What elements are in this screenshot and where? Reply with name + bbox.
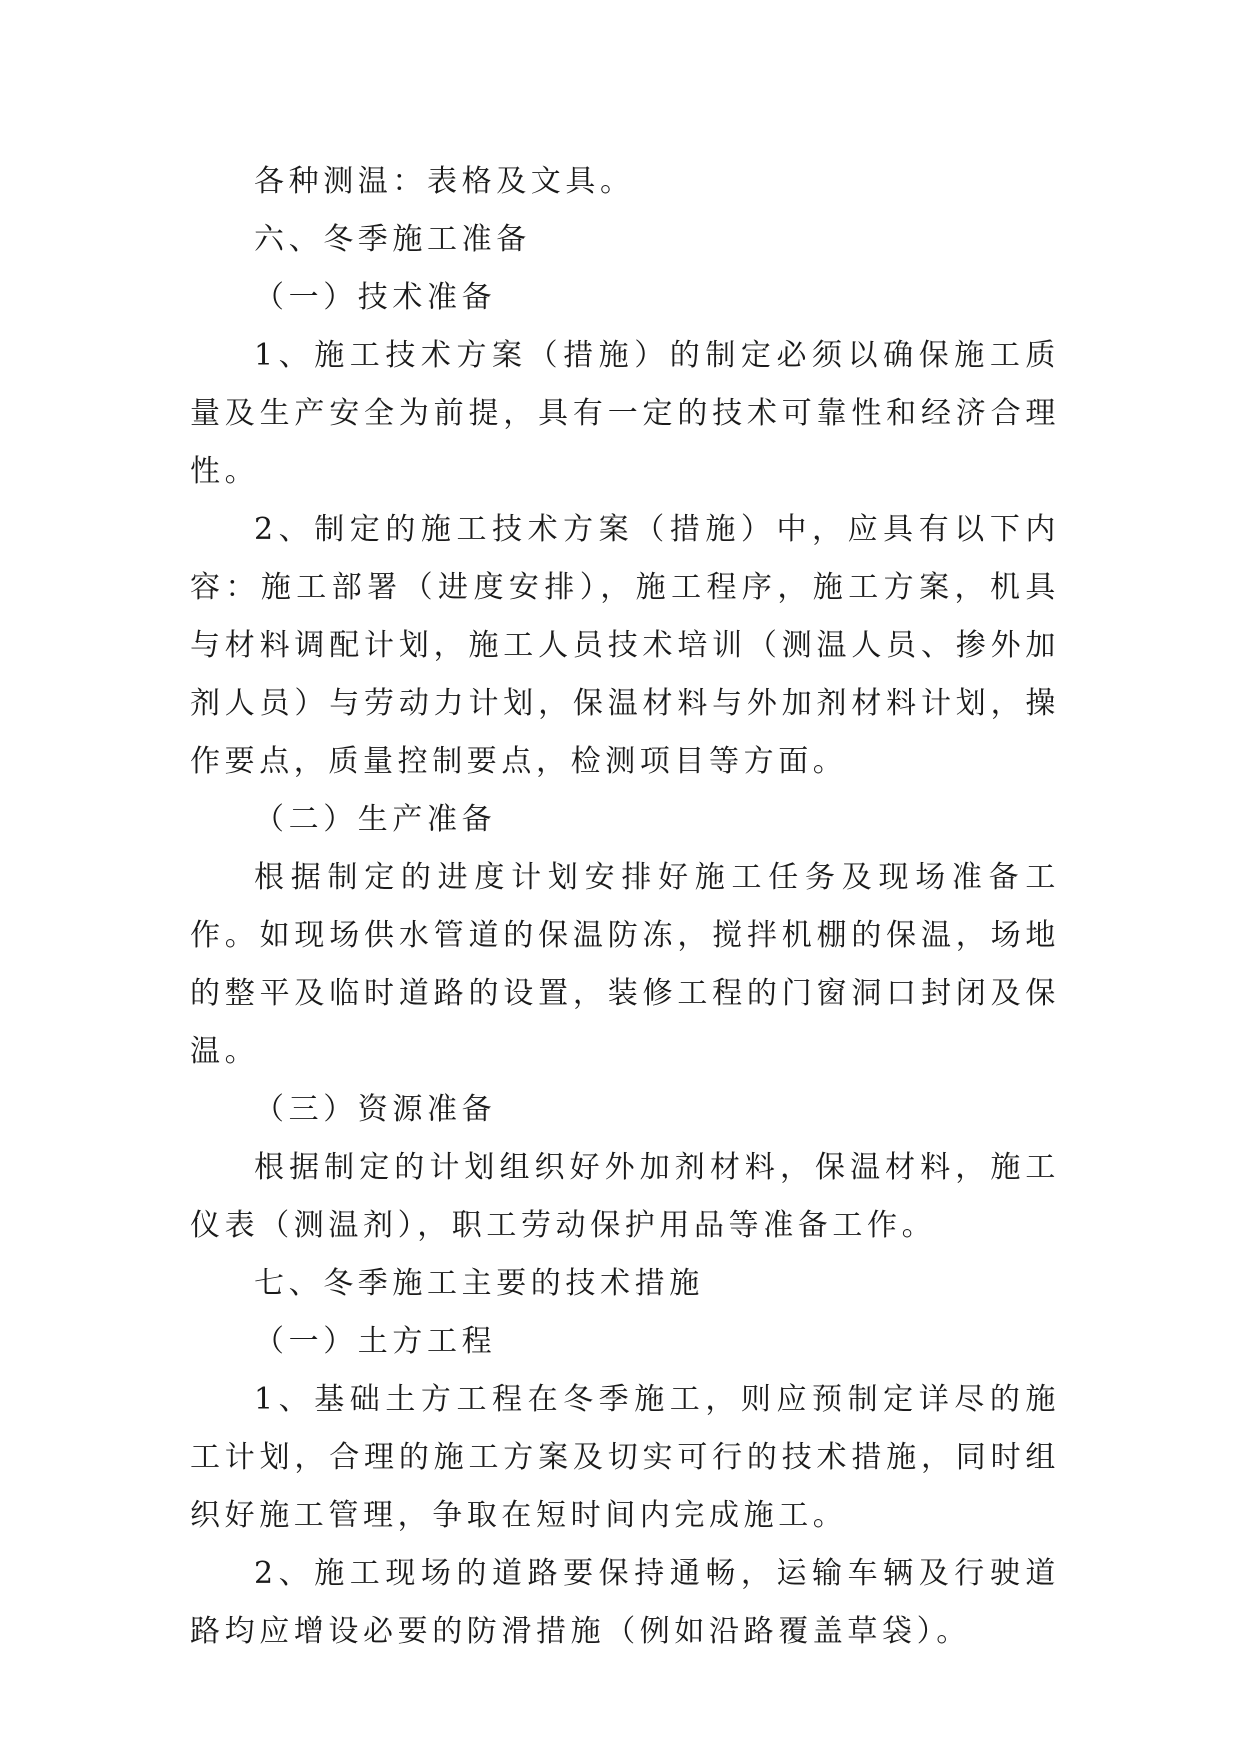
paragraph-tech-plan-1: 1、施工技术方案（措施）的制定必须以确保施工质量及生产安全为前提，具有一定的技术可靠性和经济合理性。 — [190, 338, 1060, 489]
paragraph-tools: 各种测温：表格及文具。 — [254, 164, 635, 199]
subheading-production-prep: （二）生产准备 — [254, 802, 497, 837]
section-heading-winter-prep: 六、冬季施工准备 — [254, 222, 531, 257]
subheading-technical-prep: （一）技术准备 — [254, 280, 497, 315]
document-body — [190, 153, 1060, 1661]
section-heading-winter-measures: 七、冬季施工主要的技术措施 — [254, 1266, 704, 1301]
subheading-earthwork: （一）土方工程 — [254, 1324, 497, 1359]
paragraph-earthwork-2: 2、施工现场的道路要保持通畅，运输车辆及行驶道路均应增设必要的防滑措施（例如沿路覆盖草袋）。 — [190, 1556, 1060, 1649]
paragraph-production-prep: 根据制定的进度计划安排好施工任务及现场准备工作。如现场供水管道的保温防冻，搅拌机棚的保温，场地的整平及临时道路的设置，装修工程的门窗洞口封闭及保温。 — [190, 860, 1060, 1069]
paragraph-earthwork-1: 1、基础土方工程在冬季施工，则应预制定详尽的施工计划，合理的施工方案及切实可行的技术措施，同时组织好施工管理，争取在短时间内完成施工。 — [190, 1382, 1060, 1533]
paragraph-tech-plan-2: 2、制定的施工技术方案（措施）中，应具有以下内容：施工部署（进度安排），施工程序，施工方案，机具与材料调配计划，施工人员技术培训（测温人员、掺外加剂人员）与劳动力计划，保温材料与外加剂材料计划，操作要点，质量控制要点，检测项目等方面。 — [190, 512, 1060, 779]
subheading-resource-prep: （三）资源准备 — [254, 1092, 497, 1127]
paragraph-resource-prep: 根据制定的计划组织好外加剂材料，保温材料，施工仪表（测温剂），职工劳动保护用品等准备工作。 — [190, 1150, 1060, 1243]
